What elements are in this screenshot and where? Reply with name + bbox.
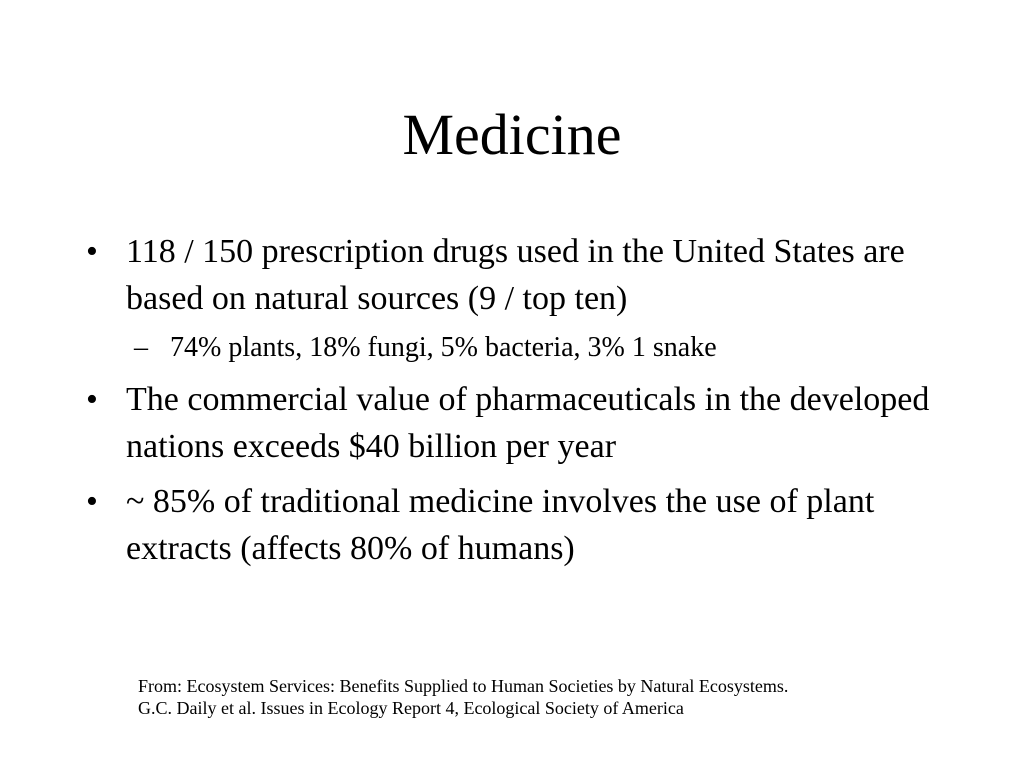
source-line: From: Ecosystem Services: Benefits Supplied to Human Societies by Natural Ecosystems. xyxy=(138,676,789,696)
bullet-text: ~ 85% of traditional medicine involves the use of plant extracts (affects 80% of humans) xyxy=(126,483,875,567)
sub-bullet-marker: – xyxy=(134,332,148,363)
bullet-item xyxy=(86,228,986,322)
bullet-list xyxy=(86,228,986,572)
sub-bullet-item xyxy=(134,328,986,368)
bullet-marker: • xyxy=(86,381,98,418)
source-citation xyxy=(138,675,898,719)
source-line: G.C. Daily et al. Issues in Ecology Report 4, Ecological Society of America xyxy=(138,698,684,718)
bullet-item xyxy=(86,376,986,470)
sub-bullet-text: 74% plants, 18% fungi, 5% bacteria, 3% 1 snake xyxy=(170,332,717,363)
bullet-marker: • xyxy=(86,233,98,270)
bullet-marker: • xyxy=(86,483,98,520)
bullet-text: 118 / 150 prescription drugs used in the United States are based on natural sources (9 / top ten) xyxy=(126,233,905,317)
slide-title: Medicine xyxy=(402,102,622,167)
bullet-text: The commercial value of pharmaceuticals in the developed nations exceeds $40 billion per year xyxy=(126,381,930,465)
bullet-item xyxy=(86,478,986,572)
